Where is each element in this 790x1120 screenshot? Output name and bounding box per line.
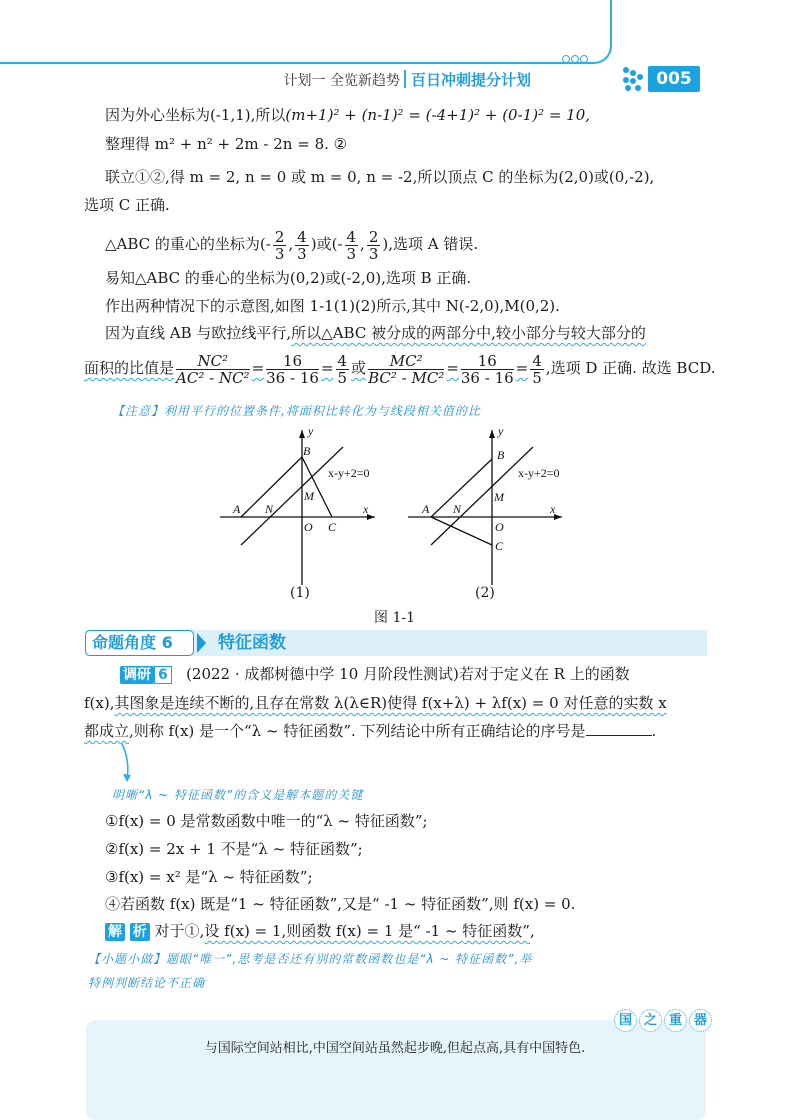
numerator: 2 (274, 227, 285, 246)
label-O: O (495, 520, 504, 534)
research-tag: 调研 (120, 666, 154, 684)
denominator: 3 (368, 244, 379, 263)
label-B: B (497, 448, 505, 462)
label-O: O (304, 520, 313, 534)
label-C: C (495, 539, 504, 553)
fraction (368, 353, 444, 386)
header-book-title: 百日冲刺提分计划 (411, 71, 532, 89)
option-4: ④若函数 f(x) 既是“1 ~ 特征函数”,又是“ -1 ~ 特征函数”,则 f(x) = 0. (105, 895, 576, 913)
badge-char: 重 (664, 1009, 687, 1032)
numerator: 2 (368, 227, 379, 246)
denominator: 36 - 16 (266, 368, 319, 387)
page-frame (0, 0, 612, 64)
problem-source: (2022 · 成都树德中学 10 月阶段性测试) (186, 665, 459, 683)
section-title: 特征函数 (218, 633, 286, 653)
research-number: 6 (154, 666, 172, 684)
label-y: y (308, 425, 314, 438)
label-x: x (363, 502, 369, 516)
fraction (176, 353, 250, 386)
solution-line-1 (105, 104, 590, 126)
solution-line-3: 联立①②,得 m = 2, n = 0 或 m = 0, n = -2,所以顶点 C 的坐标为(2,0)或(0,-2), (105, 168, 655, 186)
text: 或 (351, 359, 367, 377)
diagram-2 (400, 425, 580, 585)
text: ,选项 D 正确. 故选 BCD. (545, 359, 716, 377)
fraction (336, 353, 350, 386)
fraction (367, 229, 381, 262)
highlighted-ratio: 面积的比值是 $\frac{\text{NC²}}{\text{AC² - NC²}}$ = $\frac{16}{36 - 16}$ = $\frac{4}{5}$ 或 $\frac{\text{MC²}}{\text{BC² - MC²}}$ = $\frac{16}{36 - 16}$ = $\frac{4}{5}$ (84, 351, 542, 387)
header-section-label: 计划一 全览新趋势 (283, 73, 400, 89)
problem-line-3 (84, 720, 656, 742)
solution-line-2: 整理得 m² + n² + 2m - 2n = 8. ② (105, 135, 348, 153)
y-axis-arrow (299, 430, 305, 438)
option-3: ③f(x) = x² 是“λ ~ 特征函数”; (105, 868, 313, 886)
numerator: 4 (337, 351, 348, 370)
text: 面积的比值是 (84, 359, 175, 377)
analysis-tag-2: 析 (130, 923, 150, 941)
label-C: C (328, 520, 337, 534)
numerator: 4 (297, 227, 307, 246)
label-y: y (498, 425, 504, 438)
option-1: ①f(x) = 0 是常数函数中唯一的“λ ~ 特征函数”; (105, 812, 428, 830)
figure-caption: 图 1-1 (374, 610, 415, 626)
diagram-1 (215, 425, 395, 585)
label-N: N (453, 502, 462, 516)
page-number-badge (620, 66, 700, 94)
denominator: 5 (532, 368, 542, 387)
ratio-line (84, 348, 715, 388)
label-A: A (233, 502, 241, 516)
centroid-line: △ABC 的重心的坐标为(- $\frac{2}{3}$ , $\frac{4}{3}$ )或(- $\frac{4}{3}$ , $\frac{2}{3}$ ),选项 A 错误. (105, 227, 479, 263)
analysis-line (105, 920, 535, 942)
hint-annotation: 明晰“λ ~ 特征函数”的含义是解本题的关键 (112, 788, 364, 802)
diagram-ref-line: 作出两种情况下的示意图,如图 1-1(1)(2)所示,其中 N(-2,0),M(0,2). (105, 297, 560, 315)
text: △ABC 的重心的坐标为(- (105, 235, 271, 253)
text: 因为直线 AB 与欧拉线平行, (105, 324, 292, 342)
solution-line-4: 选项 C 正确. (84, 196, 170, 214)
tip-line-2: 特例判断结论不正确 (88, 976, 206, 990)
chevron-right-icon (197, 633, 206, 653)
label-B: B (303, 444, 311, 458)
label-x: x (550, 502, 556, 516)
text: f(x), (84, 694, 115, 712)
info-box-text: 与国际空间站相比,中国空间站虽然起步晚,但起点高,具有中国特色. (204, 1041, 586, 1056)
section-header (85, 630, 707, 656)
fraction (295, 229, 309, 262)
section-tag: 命题角度 6 (85, 630, 194, 656)
highlighted-text: 所以△ABC 被分成的两部分中,较小部分与较大部分的 (291, 324, 646, 342)
denominator: 3 (274, 244, 285, 263)
fraction (345, 229, 359, 262)
denominator: BC² - MC² (368, 368, 445, 387)
fraction (461, 353, 514, 386)
badge-char: 之 (639, 1009, 662, 1032)
badge-char: 国 (614, 1009, 637, 1032)
label-M: M (494, 490, 504, 504)
text: , (529, 922, 535, 940)
parallel-line (105, 322, 646, 344)
problem-line-2 (84, 692, 667, 714)
orthocenter-line: 易知△ABC 的垂心的坐标为(0,2)或(-2,0),选项 B 正确. (105, 269, 472, 287)
text: 对于①, (149, 922, 205, 940)
page-number: 005 (648, 66, 700, 92)
label-N: N (265, 502, 274, 516)
line-AB (431, 459, 492, 517)
hint-arrow-icon (118, 742, 138, 784)
label-line: x-y+2=0 (518, 466, 560, 480)
denominator: 36 - 16 (460, 368, 514, 387)
note-annotation: 【注意】利用平行的位置条件,将面积比转化为与线段相关值的比 (112, 404, 481, 418)
highlighted-text: 设 f(x) = 1,则函数 f(x) = 1 是“ -1 ~ 特征函数” (204, 922, 530, 940)
denominator: 3 (346, 244, 357, 263)
highlighted-text: 其图象是连续不断的,且存在常数 λ(λ∈R)使得 f(x+λ) + λf(x) = 0 对任意的实数 x (114, 694, 667, 712)
page-header (0, 66, 790, 94)
info-box (86, 1020, 706, 1120)
equation: (m+1)² + (n-1)² = (-4+1)² + (0-1)² = 10, (285, 106, 591, 124)
euler-line (431, 447, 533, 545)
tip-line-1: 【小题小做】题眼“唯一”,思考是否还有别的常数函数也是“λ ~ 特征函数”,举 (88, 952, 533, 966)
fraction (273, 229, 287, 262)
text: 若对于定义在 R 上的函数 (458, 665, 630, 683)
label-line: x-y+2=0 (328, 466, 370, 480)
box-badges (614, 1009, 712, 1032)
denominator: 5 (337, 368, 348, 387)
problem-line-1 (120, 663, 630, 685)
denominator: 3 (297, 244, 307, 263)
analysis-tag-1: 解 (105, 923, 125, 941)
text: ),选项 A 错误. (382, 235, 479, 253)
answer-blank[interactable] (586, 721, 652, 736)
numerator: 16 (266, 353, 319, 370)
numerator: 16 (461, 353, 514, 370)
diagram-1-caption: (1) (290, 585, 310, 601)
molecule-dots-icon (620, 66, 646, 94)
numerator: 4 (532, 351, 542, 370)
line-AC (431, 517, 492, 545)
header-separator (404, 70, 406, 88)
y-axis-arrow (489, 430, 495, 438)
text: ,则称 f(x) 是一个“λ ~ 特征函数”. 下列结论中所有正确结论的序号是 (129, 722, 586, 740)
numerator: NC² (176, 353, 250, 370)
diagram-2-caption: (2) (475, 585, 495, 601)
text: 因为外心坐标为(-1,1),所以 (105, 106, 286, 124)
fraction (266, 353, 319, 386)
frame-dots-decoration (562, 55, 588, 63)
label-M: M (304, 489, 314, 503)
option-2: ②f(x) = 2x + 1 不是“λ ~ 特征函数”; (105, 840, 363, 858)
numerator: MC² (368, 353, 444, 370)
text: )或(- (310, 235, 343, 253)
fraction (530, 353, 544, 386)
label-A: A (422, 502, 430, 516)
highlighted-text: 都成立 (84, 722, 130, 740)
text: . (651, 722, 657, 740)
badge-char: 器 (689, 1009, 712, 1032)
numerator: 4 (346, 227, 357, 246)
denominator: AC² - NC² (176, 368, 250, 387)
